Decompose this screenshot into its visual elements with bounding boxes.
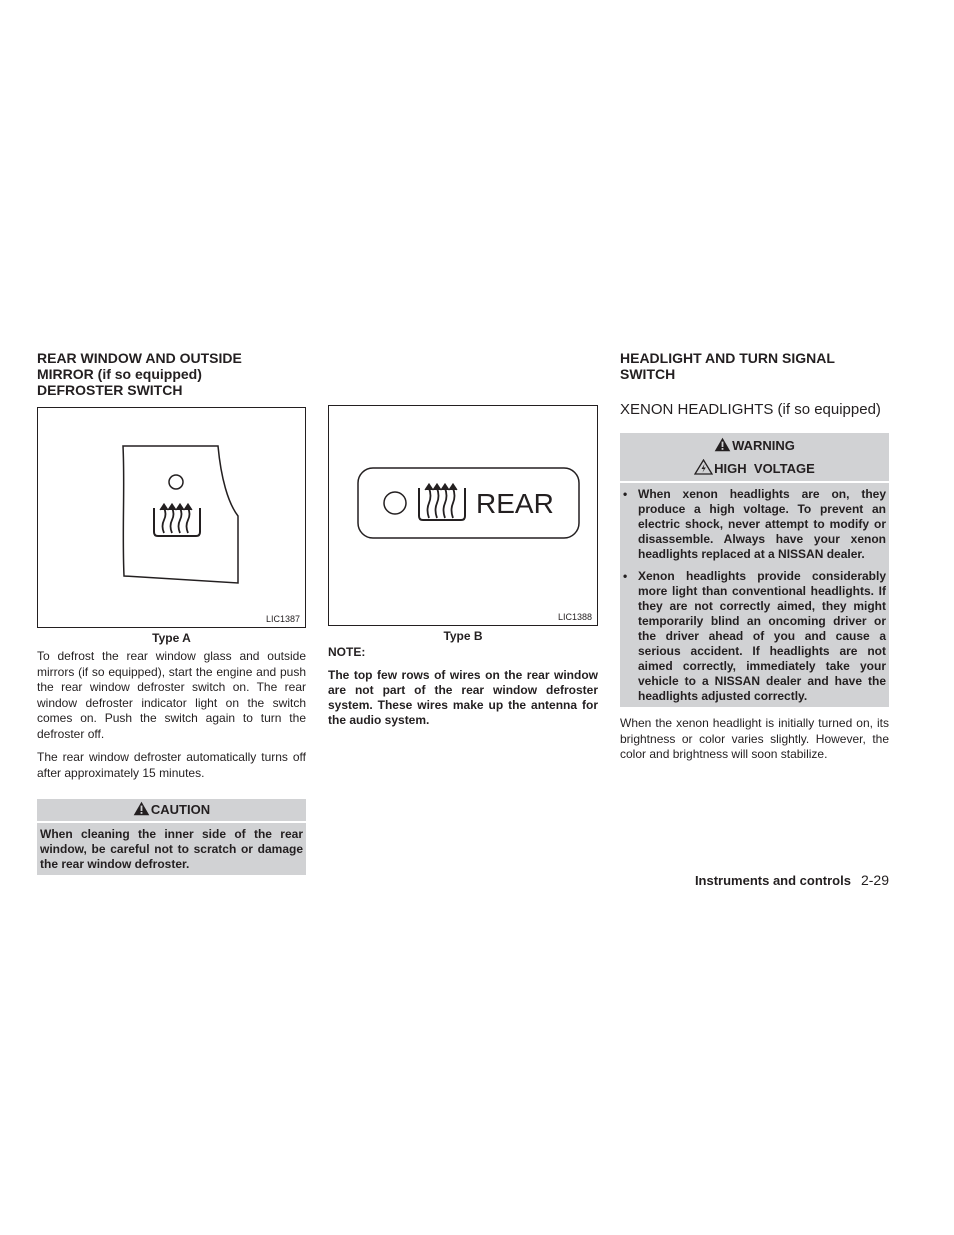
heading-line: (if so equipped) <box>93 366 202 382</box>
warning-list <box>620 483 889 707</box>
warning-subtitle: HIGH VOLTAGE <box>714 461 815 476</box>
bullet-icon: • <box>623 569 628 583</box>
defroster-switch-type-b-illustration <box>329 406 597 625</box>
defroster-switch-type-a-illustration <box>38 408 305 627</box>
figure-type-b <box>328 405 598 626</box>
list-item <box>620 487 886 562</box>
rear-defroster-heading <box>37 350 306 398</box>
figure-caption: Type A <box>152 631 191 645</box>
footer-section: Instruments and controls <box>694 873 851 888</box>
warning-box <box>620 433 889 707</box>
note-label: NOTE: <box>328 645 366 659</box>
warning-triangle-icon <box>133 801 150 816</box>
heading-line: DEFROSTER SWITCH <box>37 382 183 398</box>
figure-type-a <box>37 407 306 628</box>
bullet-icon: • <box>623 487 628 501</box>
xenon-subheading: XENON HEADLIGHTS (if so equipped) <box>620 401 881 418</box>
page-number: 2-29 <box>860 872 889 888</box>
defroster-paragraph: To defrost the rear window glass and outside mirrors (if so equipped), start the engine and push the rear window defroster switch on. The rear window defroster indicator light on the switch comes on. Push the switch again to turn the defroster off. <box>37 649 306 741</box>
page-footer <box>695 872 889 889</box>
warning-title: WARNING <box>732 438 795 453</box>
warning-item-text: Xenon headlights provide considerably more light than conventional headlights. If they are not correctly aimed, they might temporarily blind an oncoming driver or the driver ahead of you and cause a serious accident. If headlights are not aimed correctly, immediately take your vehicle to a NISSAN dealer and have the headlights adjusted correctly. <box>638 569 886 703</box>
heading-line: HEADLIGHT AND TURN SIGNAL <box>620 350 835 366</box>
left-column <box>37 350 306 875</box>
right-column <box>620 350 889 763</box>
high-voltage-triangle-icon <box>694 459 713 475</box>
list-item <box>620 569 886 704</box>
caution-box <box>37 799 306 875</box>
figure-code: LIC1388 <box>557 612 592 622</box>
warning-triangle-icon <box>714 437 731 452</box>
caution-title: CAUTION <box>150 802 211 817</box>
heading-line: REAR WINDOW AND OUTSIDE <box>37 350 242 366</box>
warning-header <box>620 433 889 483</box>
caution-header <box>37 799 306 823</box>
xenon-paragraph: When the xenon headlight is initially turned on, its brightness or color varies slightly. However, the color and brightness will soon stabilize. <box>620 716 889 761</box>
headlight-heading <box>620 350 889 382</box>
figure-caption: Type B <box>443 629 483 643</box>
note-text: The top few rows of wires on the rear window are not part of the rear window defroster system. These wires make up the antenna for the audio system. <box>328 668 598 727</box>
caution-text: When cleaning the inner side of the rear window, be careful not to scratch or damage the rear window defroster. <box>40 827 303 871</box>
rear-switch-label: REAR <box>476 488 554 519</box>
middle-column <box>328 405 598 728</box>
auto-off-paragraph: The rear window defroster automatically turns off after approximately 15 minutes. <box>37 750 306 780</box>
figure-code: LIC1387 <box>265 614 300 624</box>
heading-line: SWITCH <box>620 366 676 382</box>
heading-line: MIRROR <box>37 366 94 382</box>
warning-item-text: When xenon headlights are on, they produce a high voltage. To prevent an electric shock, never attempt to modify or disassemble. Always have your xenon headlights replaced at a NISSAN dealer. <box>638 487 886 561</box>
